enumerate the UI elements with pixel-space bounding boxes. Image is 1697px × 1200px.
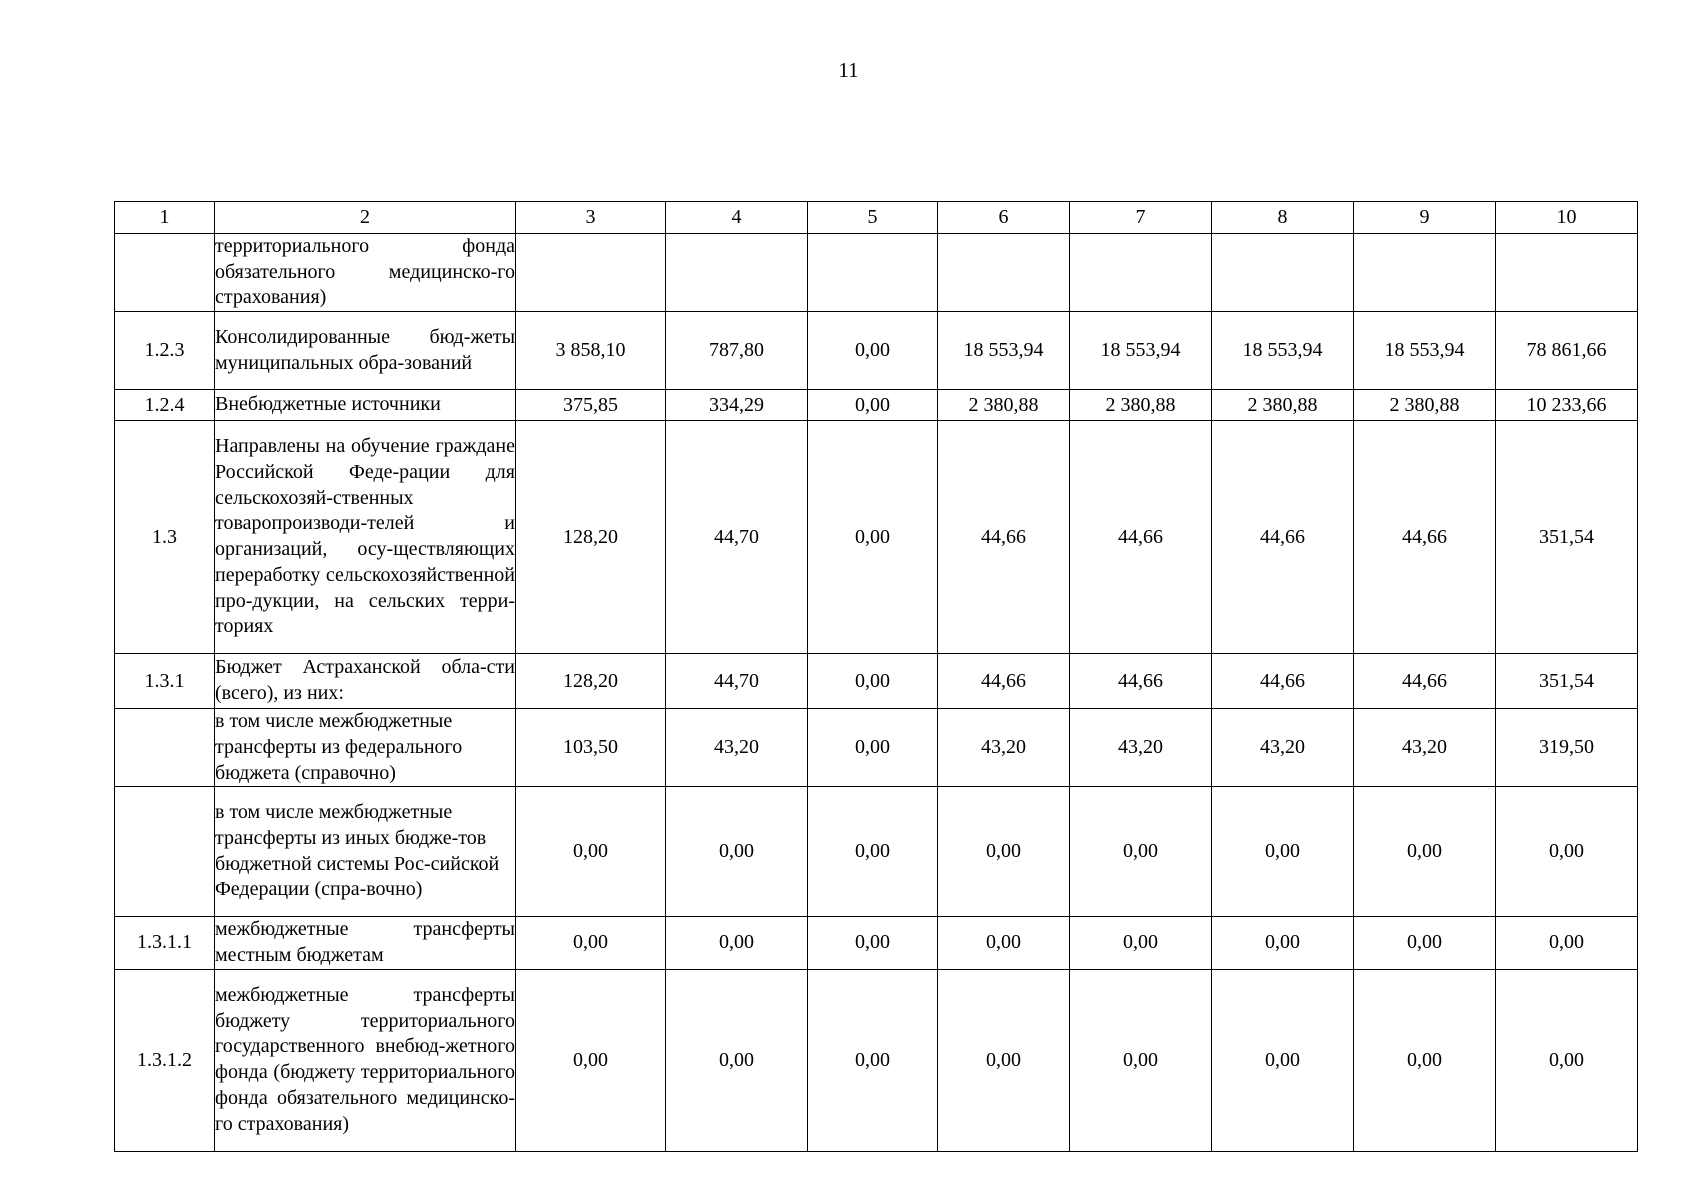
column-header: 1: [115, 202, 215, 234]
page-number: 11: [838, 58, 859, 82]
row-value: 78 861,66: [1496, 312, 1638, 390]
row-code: 1.3.1.2: [115, 969, 215, 1151]
table-row: [115, 654, 1638, 709]
column-header: 7: [1070, 202, 1212, 234]
row-value: 0,00: [1354, 917, 1496, 969]
table-row: [115, 312, 1638, 390]
row-value: 0,00: [1070, 917, 1212, 969]
row-value: 2 380,88: [938, 390, 1070, 421]
column-header: 5: [808, 202, 938, 234]
row-value: 44,66: [1354, 421, 1496, 654]
row-value: 0,00: [808, 421, 938, 654]
row-value: 0,00: [516, 969, 666, 1151]
row-value: 44,66: [1070, 421, 1212, 654]
row-value: 351,54: [1496, 654, 1638, 709]
column-header: 8: [1212, 202, 1354, 234]
row-value: 2 380,88: [1354, 390, 1496, 421]
column-header: 4: [666, 202, 808, 234]
row-value: 0,00: [808, 312, 938, 390]
row-value: 0,00: [1212, 917, 1354, 969]
row-value: 44,70: [666, 421, 808, 654]
row-value: 3 858,10: [516, 312, 666, 390]
row-value: 0,00: [666, 917, 808, 969]
row-code: 1.2.4: [115, 390, 215, 421]
row-value: 0,00: [808, 390, 938, 421]
row-value: [808, 234, 938, 312]
row-value: 0,00: [1496, 917, 1638, 969]
row-description: Направлены на обучение граждане Российской Феде-рации для сельскохозяй-ственных товаропроизводи-телей и организаций, осу-ществляющих переработку сельскохозяйственной про-дукции, на сельских терри-ториях: [215, 421, 516, 654]
header-row: [115, 202, 1638, 234]
row-description: в том числе межбюджетные трансферты из иных бюдже-тов бюджетной системы Рос-сийской Федерации (спра-вочно): [215, 787, 516, 917]
row-description: в том числе межбюджетные трансферты из федерального бюджета (справочно): [215, 709, 516, 787]
table-row: [115, 390, 1638, 421]
row-value: 103,50: [516, 709, 666, 787]
row-value: 128,20: [516, 421, 666, 654]
row-value: 0,00: [666, 969, 808, 1151]
row-value: 0,00: [666, 787, 808, 917]
row-description: Внебюджетные источники: [215, 390, 516, 421]
row-description: Бюджет Астраханской обла-сти (всего), из них:: [215, 654, 516, 709]
row-code: 1.3.1.1: [115, 917, 215, 969]
row-code: 1.3: [115, 421, 215, 654]
row-value: 0,00: [808, 787, 938, 917]
row-value: 0,00: [1212, 787, 1354, 917]
row-value: 0,00: [1070, 969, 1212, 1151]
column-header: 3: [516, 202, 666, 234]
row-value: 18 553,94: [1212, 312, 1354, 390]
column-header: 10: [1496, 202, 1638, 234]
row-code: [115, 709, 215, 787]
row-description: Консолидированные бюд-жеты муниципальных обра-зований: [215, 312, 516, 390]
row-value: 44,66: [1212, 654, 1354, 709]
table-row: [115, 787, 1638, 917]
row-value: 128,20: [516, 654, 666, 709]
row-value: 44,66: [1354, 654, 1496, 709]
row-value: 18 553,94: [1070, 312, 1212, 390]
row-value: 0,00: [516, 917, 666, 969]
row-code: [115, 787, 215, 917]
row-value: [1354, 234, 1496, 312]
row-value: 2 380,88: [1070, 390, 1212, 421]
row-value: 0,00: [1212, 969, 1354, 1151]
row-value: 0,00: [938, 787, 1070, 917]
row-value: 0,00: [1496, 969, 1638, 1151]
row-value: 319,50: [1496, 709, 1638, 787]
row-value: 0,00: [938, 917, 1070, 969]
row-value: 43,20: [1212, 709, 1354, 787]
row-value: 44,66: [1070, 654, 1212, 709]
table-row: [115, 709, 1638, 787]
budget-table: [114, 201, 1638, 1152]
table-row: [115, 421, 1638, 654]
row-description: территориального фонда обязательного медицинско-го страхования): [215, 234, 516, 312]
row-code: [115, 234, 215, 312]
row-value: 18 553,94: [938, 312, 1070, 390]
column-header: 2: [215, 202, 516, 234]
row-value: [666, 234, 808, 312]
row-value: 43,20: [1070, 709, 1212, 787]
row-value: 0,00: [1354, 969, 1496, 1151]
row-value: 375,85: [516, 390, 666, 421]
row-value: [1070, 234, 1212, 312]
table-row: [115, 917, 1638, 969]
row-value: 10 233,66: [1496, 390, 1638, 421]
table-row: [115, 969, 1638, 1151]
row-description: межбюджетные трансферты местным бюджетам: [215, 917, 516, 969]
row-value: [1212, 234, 1354, 312]
row-value: 0,00: [1496, 787, 1638, 917]
row-value: 44,70: [666, 654, 808, 709]
table-row: [115, 234, 1638, 312]
column-header: 6: [938, 202, 1070, 234]
row-value: 18 553,94: [1354, 312, 1496, 390]
row-code: 1.2.3: [115, 312, 215, 390]
row-value: [516, 234, 666, 312]
row-value: 0,00: [808, 654, 938, 709]
row-value: [1496, 234, 1638, 312]
row-value: 44,66: [938, 421, 1070, 654]
row-value: 0,00: [808, 709, 938, 787]
row-value: 0,00: [938, 969, 1070, 1151]
row-value: [938, 234, 1070, 312]
row-value: 351,54: [1496, 421, 1638, 654]
row-value: 0,00: [1070, 787, 1212, 917]
row-value: 43,20: [938, 709, 1070, 787]
row-value: 334,29: [666, 390, 808, 421]
row-value: 0,00: [516, 787, 666, 917]
row-value: 0,00: [808, 917, 938, 969]
row-value: 0,00: [808, 969, 938, 1151]
column-header: 9: [1354, 202, 1496, 234]
row-value: 44,66: [1212, 421, 1354, 654]
row-value: 44,66: [938, 654, 1070, 709]
row-value: 0,00: [1354, 787, 1496, 917]
row-value: 43,20: [666, 709, 808, 787]
row-description: межбюджетные трансферты бюджету территориального государственного внебюд-жетного фонда (бюджету территориального фонда обязательного медицинско-го страхования): [215, 969, 516, 1151]
row-value: 43,20: [1354, 709, 1496, 787]
row-value: 2 380,88: [1212, 390, 1354, 421]
row-code: 1.3.1: [115, 654, 215, 709]
row-value: 787,80: [666, 312, 808, 390]
